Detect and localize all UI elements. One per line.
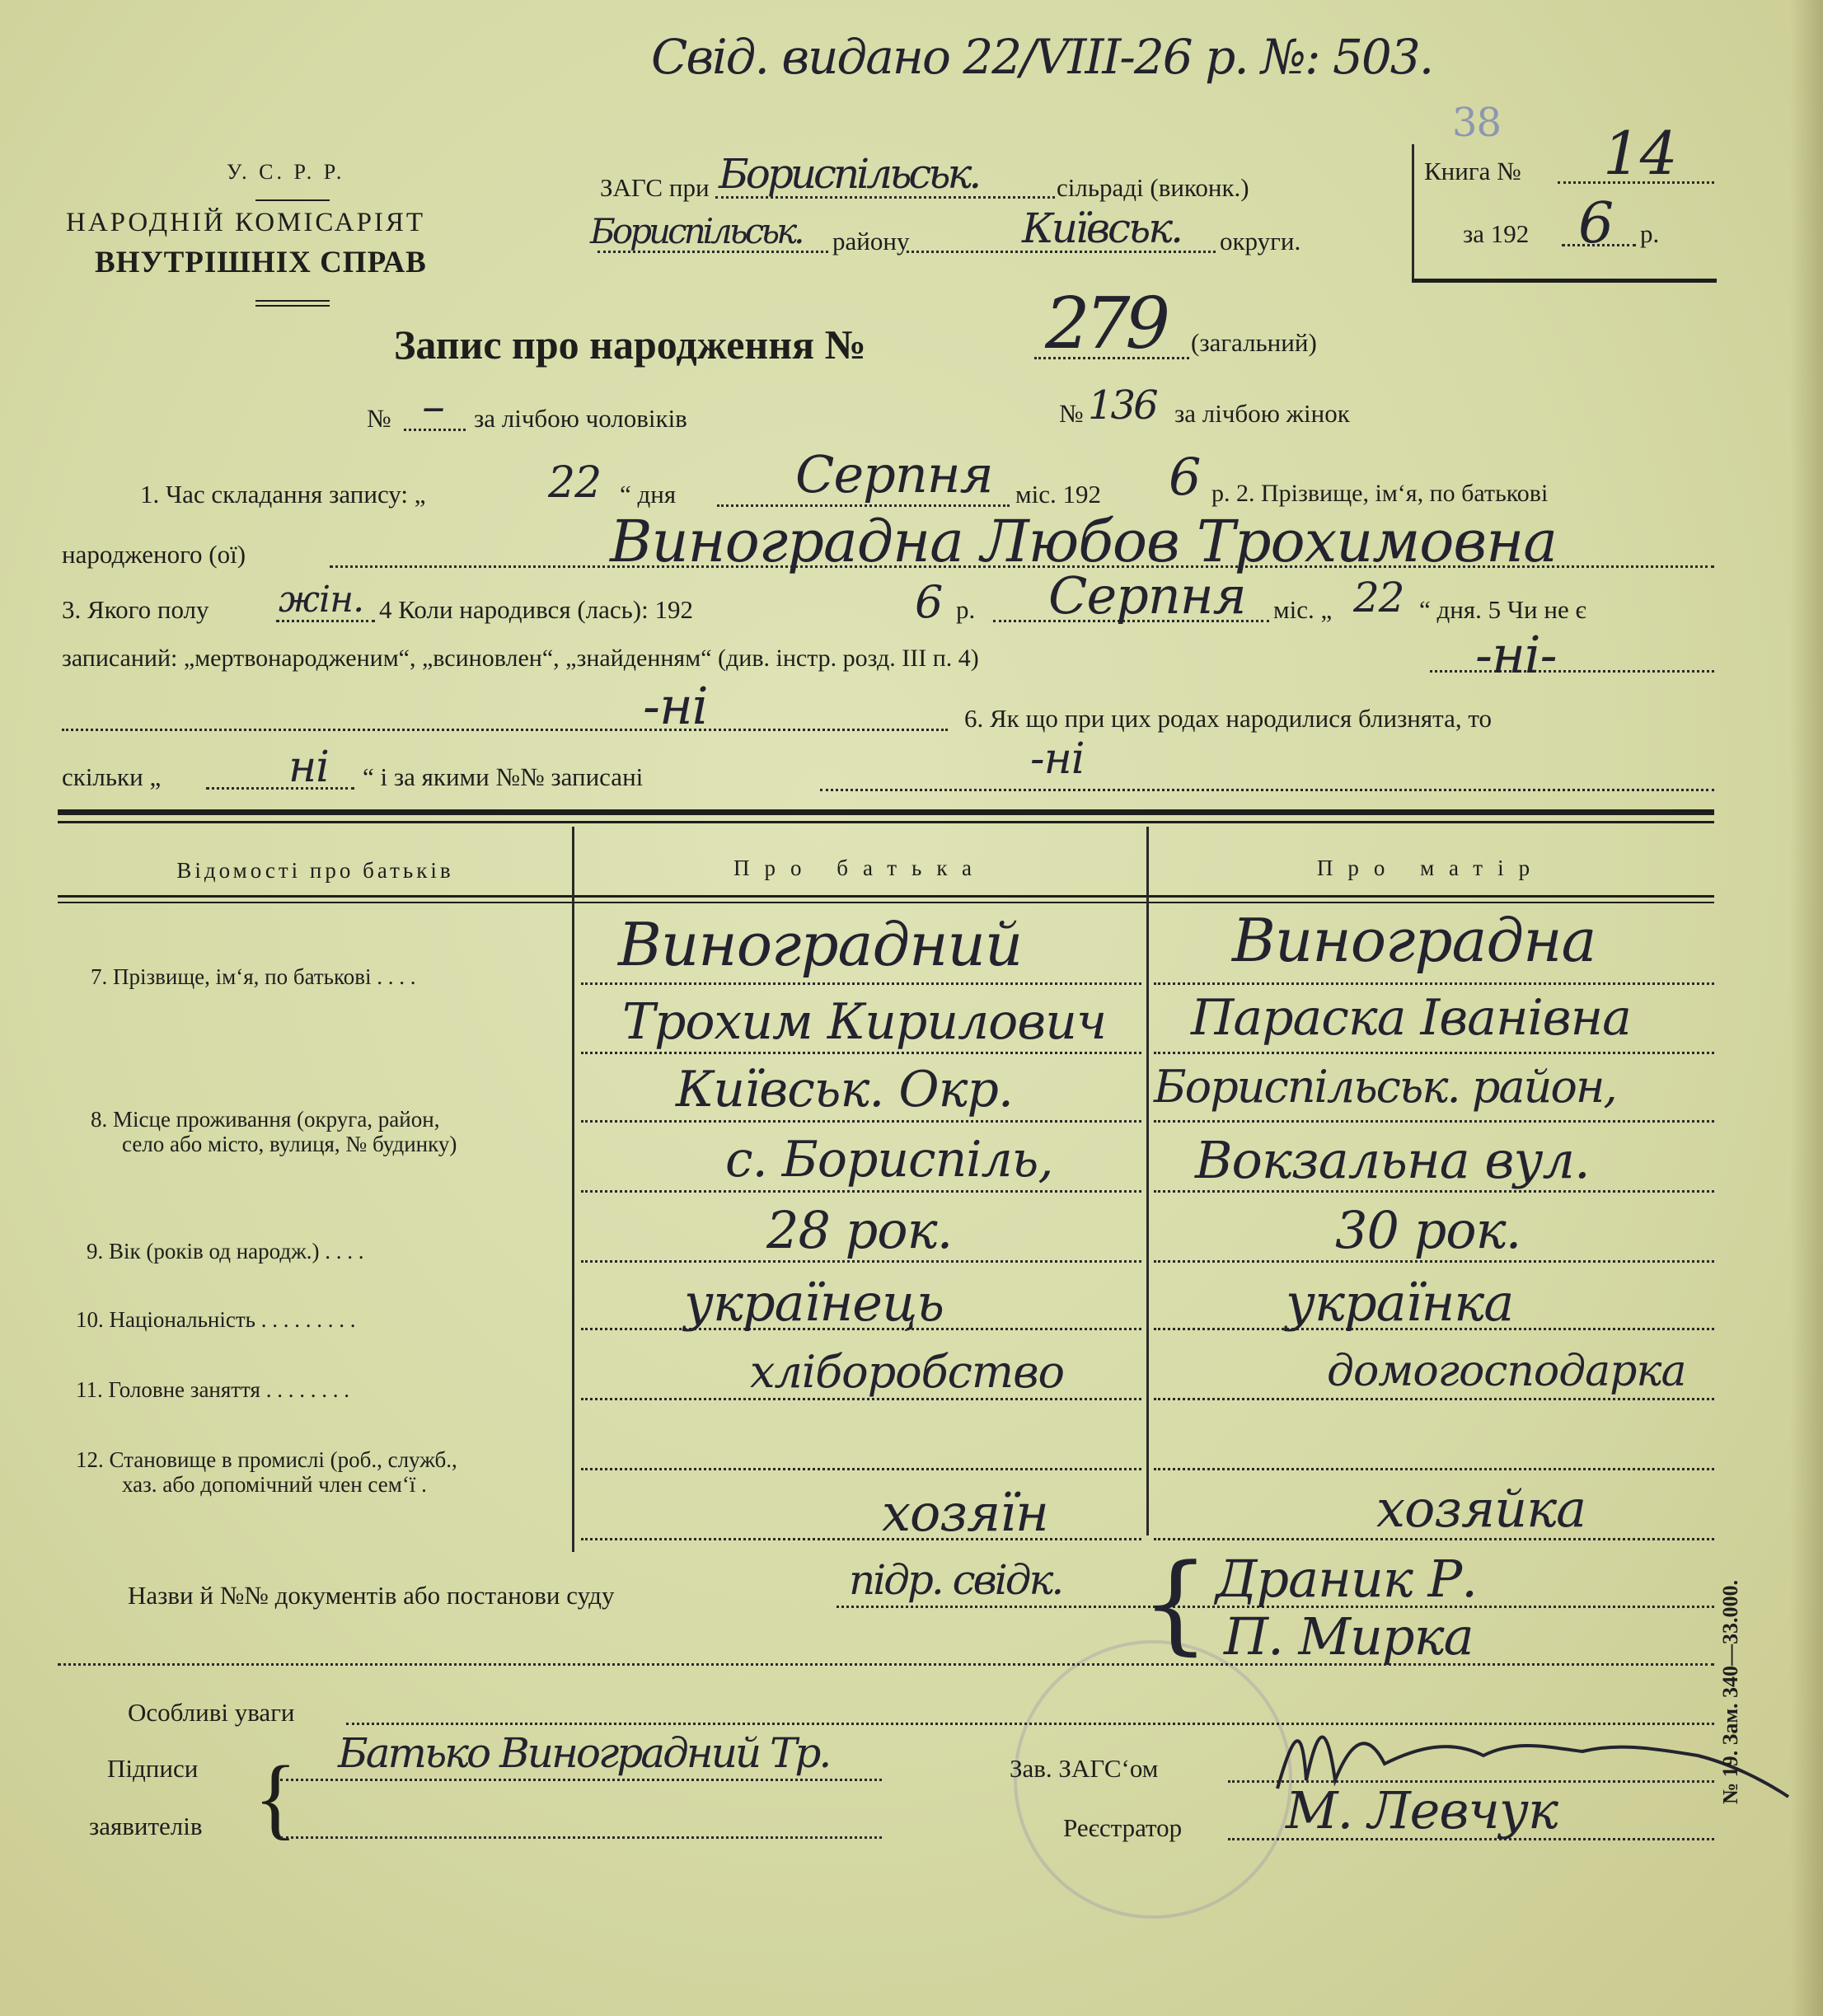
book-year-suffix: р.: [1640, 219, 1660, 248]
field-5-label: “ дня. 5 Чи не є: [1419, 595, 1586, 624]
father-residence-1: Київськ. Окр.: [676, 1061, 1013, 1118]
field-4-year: 6: [915, 576, 943, 628]
field-5-answer-2: -ні: [643, 676, 708, 736]
table-header-rule: [58, 895, 1714, 898]
row-12-label-2: хаз. або допомічний член сем‘ї .: [122, 1472, 427, 1497]
table-header-father: Про батька: [733, 856, 987, 880]
applicant-signature: Батько Виноградний Тр.: [338, 1729, 830, 1777]
table-cell-line: [1154, 1468, 1714, 1470]
zags-prefix: ЗАГС при: [600, 173, 710, 202]
field-5-line: [1430, 670, 1714, 673]
commissariat-line1: НАРОДНІЙ КОМІСАРІЯТ: [66, 208, 426, 237]
field-4-month: Серпня: [1048, 565, 1246, 626]
table-cell-line: [581, 1052, 1141, 1054]
row-9-label: 9. Вік (років од народж.) . . . .: [87, 1239, 364, 1264]
table-cell-line: [1154, 1190, 1714, 1193]
field-1-month-line: [717, 504, 1010, 507]
field-5-line-2: [62, 729, 948, 731]
father-position: хозяїн: [882, 1483, 1048, 1543]
head-label: Зав. ЗАГС‘ом: [1010, 1754, 1159, 1783]
documents-value-3: П. Мирка: [1224, 1606, 1474, 1667]
table-cell-line: [1154, 1052, 1714, 1054]
table-column-divider: [572, 827, 574, 1552]
section-rule: [58, 809, 1714, 815]
row-12-label: 12. Становище в промислі (роб., служб.,: [76, 1447, 457, 1472]
divider: [255, 300, 330, 302]
mother-age: 30 рок.: [1335, 1200, 1521, 1260]
district-value: Бориспільськ.: [590, 211, 802, 251]
print-mark: № 19. Зам. 340—33.000.: [1718, 1579, 1742, 1805]
applicant-signature-line-2: [280, 1836, 882, 1839]
table-cell-line: [581, 1120, 1141, 1123]
field-4-month-suffix: міс. „: [1273, 595, 1333, 624]
table-header-mother: Про матір: [1316, 856, 1545, 880]
table-cell-line: [581, 1468, 1141, 1470]
table-cell-line: [1154, 1120, 1714, 1123]
applicants-label-2: заявителів: [89, 1812, 203, 1840]
field-6-count: ні: [288, 743, 329, 792]
field-1-year: 6: [1169, 447, 1201, 507]
pencil-number: 38: [1452, 100, 1502, 146]
father-surname: Виноградний: [618, 910, 1023, 979]
father-nationality: українець: [684, 1273, 944, 1333]
women-count-label: за лічбою жінок: [1174, 399, 1350, 428]
table-header-parents: Відомості про батьків: [176, 858, 454, 883]
book-number: 14: [1603, 119, 1677, 188]
field-2-name: Виноградна Любов Трохимовна: [610, 508, 1558, 575]
applicants-brace: {: [254, 1747, 298, 1848]
applicants-label-1: Підписи: [107, 1754, 199, 1783]
record-number: 279: [1045, 283, 1166, 365]
field-1-year-prefix: міс. 192: [1015, 480, 1101, 509]
applicant-signature-line: [280, 1779, 882, 1781]
field-4-day: 22: [1353, 574, 1404, 621]
republic-label: У. С. Р. Р.: [227, 160, 345, 184]
row-7-label: 7. Прізвище, ім‘я, по батькові . . . .: [91, 964, 416, 989]
row-8-label: 8. Місце проживання (округа, район,: [91, 1107, 440, 1132]
row-10-label: 10. Національність . . . . . . . . .: [76, 1307, 356, 1332]
field-1-label: 1. Час складання запису: „: [140, 480, 426, 509]
village-council-value: Бориспільськ.: [719, 150, 979, 198]
book-box-bottom: [1412, 279, 1717, 283]
documents-value-1: підр. свідк.: [849, 1556, 1062, 1604]
table-cell-line: [1154, 982, 1714, 985]
women-count-prefix: №: [1059, 399, 1084, 428]
field-2-label-2: народженого (ої): [62, 540, 246, 569]
book-label: Книга №: [1424, 157, 1521, 185]
mother-name: Параска Іванівна: [1191, 989, 1631, 1047]
section-rule: [58, 821, 1714, 823]
father-residence-2: с. Бориспіль,: [725, 1131, 1053, 1189]
field-2-label: р. 2. Прізвище, ім‘я, по батькові: [1211, 480, 1549, 507]
issued-certificate-note: Свід. видано 22/VIII-26 р. №: 503.: [651, 29, 1433, 85]
okrug-label: округи.: [1220, 227, 1301, 256]
row-8-label-2: село або місто, вулиця, № будинку): [122, 1132, 457, 1156]
commissariat-line2: ВНУТРІШНІХ СПРАВ: [95, 246, 427, 279]
men-count-prefix: №: [367, 404, 391, 433]
table-cell-line: [581, 1538, 1141, 1540]
registrar-label: Реєстратор: [1063, 1813, 1183, 1842]
men-count-label: за лічбою чоловіків: [474, 404, 687, 433]
mother-occupation: домогосподарка: [1327, 1347, 1686, 1396]
mother-position: хозяйка: [1376, 1479, 1586, 1539]
field-6-label-2: скільки „: [62, 762, 162, 791]
title-suffix: (загальний): [1191, 328, 1317, 357]
field-1-month: Серпня: [795, 444, 993, 504]
women-count: 136: [1088, 382, 1156, 429]
field-6-numbers: -ні: [1030, 734, 1085, 784]
remarks-label: Особливі уваги: [128, 1698, 295, 1727]
table-header-rule: [58, 902, 1714, 903]
mother-residence-1: Бориспільськ. район,: [1154, 1061, 1616, 1113]
village-council-suffix: сільраді (виконк.): [1057, 173, 1249, 202]
men-count: –: [422, 380, 444, 434]
table-cell-line: [581, 1190, 1141, 1193]
mother-residence-2: Вокзальна вул.: [1195, 1130, 1590, 1190]
father-occupation: хліборобство: [750, 1346, 1065, 1398]
documents-line-2: [58, 1663, 1714, 1666]
field-6-numbers-line: [820, 789, 1714, 791]
field-6-count-line: [206, 787, 354, 790]
mother-surname: Виноградна: [1232, 906, 1596, 975]
documents-bracket: {: [1141, 1540, 1209, 1666]
field-1-day: 22: [548, 458, 602, 508]
registrar-signature: М. Левчук: [1286, 1780, 1558, 1840]
field-6-label: 6. Як що при цих родах народилися близнята, то: [964, 704, 1492, 733]
book-year-prefix: за 192: [1463, 219, 1530, 248]
field-6-label-3: “ і за якими №№ записані: [363, 762, 644, 791]
field-4-label: 4 Коли народився (лась): 192: [379, 595, 693, 624]
divider: [255, 305, 330, 307]
book-year: 6: [1578, 191, 1614, 256]
district-label: району: [832, 227, 910, 256]
page-title: Запис про народження №: [394, 321, 866, 368]
field-3-label: 3. Якого полу: [62, 595, 209, 624]
table-cell-line: [1154, 1398, 1714, 1400]
field-5-answer: -ні-: [1475, 625, 1557, 685]
divider: [255, 199, 330, 201]
field-4-year-suffix: р.: [956, 595, 976, 624]
table-cell-line: [581, 1398, 1141, 1400]
documents-label: Назви й №№ документів або постанови суду: [128, 1581, 615, 1610]
father-name: Трохим Кирилович: [622, 993, 1107, 1051]
documents-value-2: Драник Р.: [1216, 1549, 1477, 1609]
table-column-divider: [1146, 827, 1149, 1535]
field-5-label-2: записаний: „мертвонародженим“, „всиновлен“, „знайденням“ (див. інстр. розд. III п. 4): [62, 645, 979, 672]
book-box-left: [1412, 144, 1414, 283]
table-cell-line: [581, 982, 1141, 985]
table-cell-line: [581, 1260, 1141, 1263]
field-1-day-suffix: “ дня: [620, 480, 677, 509]
row-11-label: 11. Головне заняття . . . . . . . .: [76, 1377, 349, 1402]
father-age: 28 рок.: [766, 1200, 953, 1260]
field-3-sex: жін.: [279, 579, 364, 621]
table-cell-line: [1154, 1260, 1714, 1263]
okrug-value: Київськ.: [1022, 204, 1181, 252]
mother-nationality: українка: [1286, 1273, 1514, 1333]
